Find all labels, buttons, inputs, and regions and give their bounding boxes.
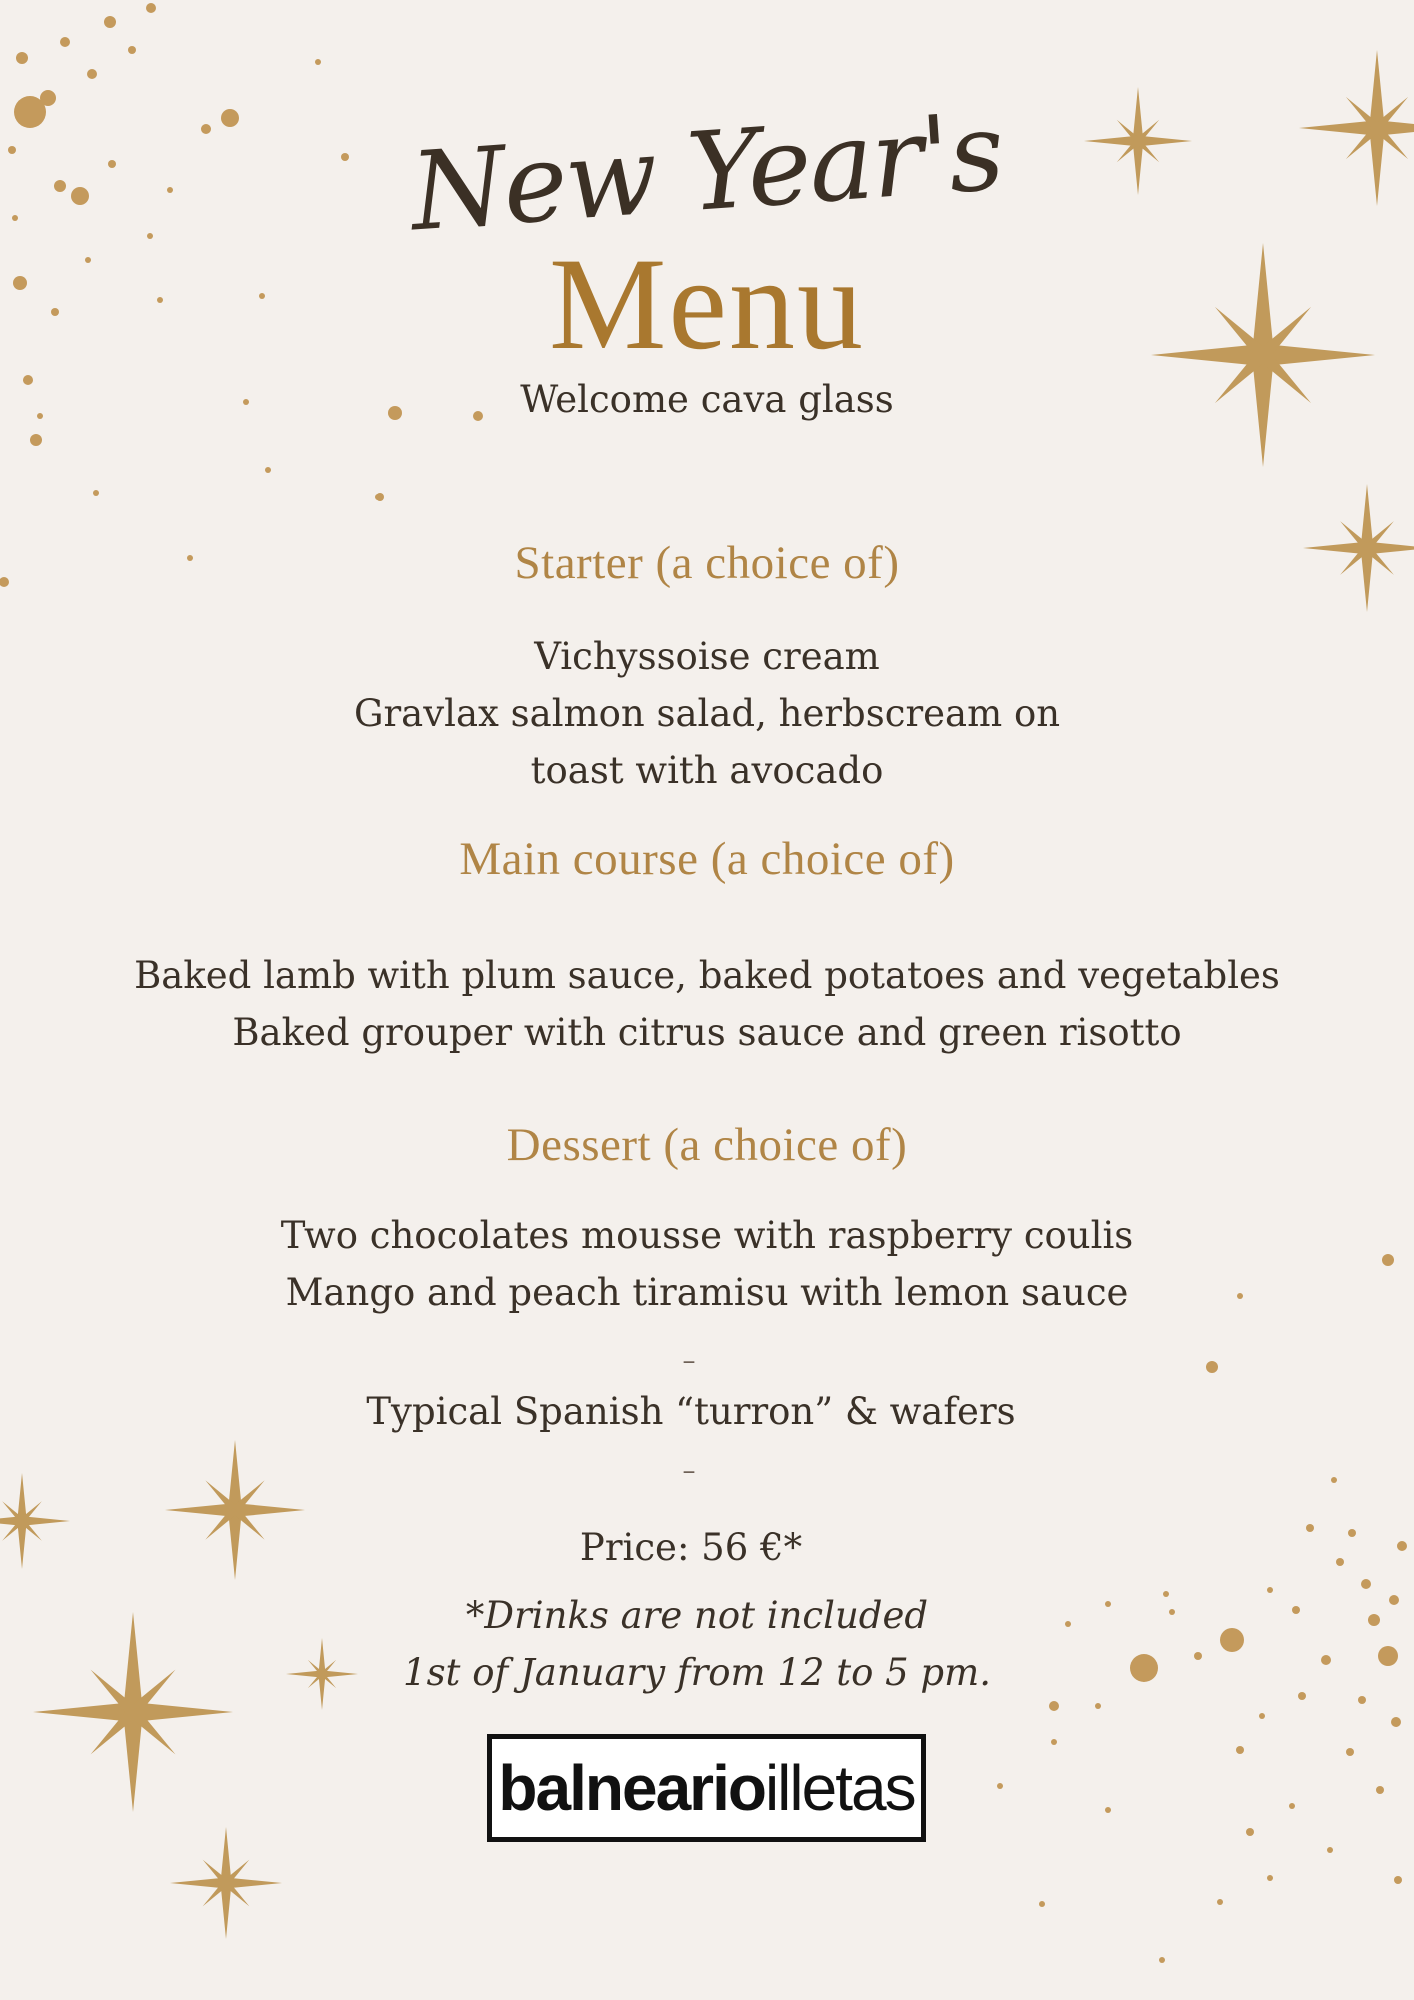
turron-item: Typical Spanish “turron” & wafers [366, 1390, 1016, 1433]
sparkle-star-icon [170, 1827, 282, 1939]
page-title: Menu [549, 230, 865, 377]
logo-bold-text: balneario [498, 1752, 765, 1824]
welcome-subtitle: Welcome cava glass [520, 378, 894, 421]
drinks-note: *Drinks are not included [465, 1594, 929, 1637]
divider-dash: – [682, 1456, 696, 1486]
starter-heading: Starter (a choice of) [514, 537, 900, 589]
dessert-item: Two chocolates mousse with raspberry coulis [280, 1214, 1134, 1257]
divider-dash: – [682, 1346, 696, 1376]
brand-logo [487, 1734, 926, 1842]
starter-item: toast with avocado [530, 749, 884, 792]
main-course-heading: Main course (a choice of) [459, 833, 955, 885]
price: Price: 56 €* [579, 1526, 803, 1569]
starter-item: Gravlax salmon salad, herbscream on [353, 692, 1061, 735]
main-course-item: Baked lamb with plum sauce, baked potatoes and vegetables [134, 954, 1280, 997]
main-course-item: Baked grouper with citrus sauce and green risotto [232, 1011, 1182, 1054]
date-note: 1st of January from 12 to 5 pm. [403, 1651, 991, 1694]
logo-light-text: illetas [764, 1752, 915, 1824]
script-title: New Year's [406, 89, 1007, 256]
starter-item: Vichyssoise cream [534, 635, 880, 678]
dessert-heading: Dessert (a choice of) [506, 1119, 908, 1171]
dessert-item: Mango and peach tiramisu with lemon sauce [285, 1271, 1129, 1314]
